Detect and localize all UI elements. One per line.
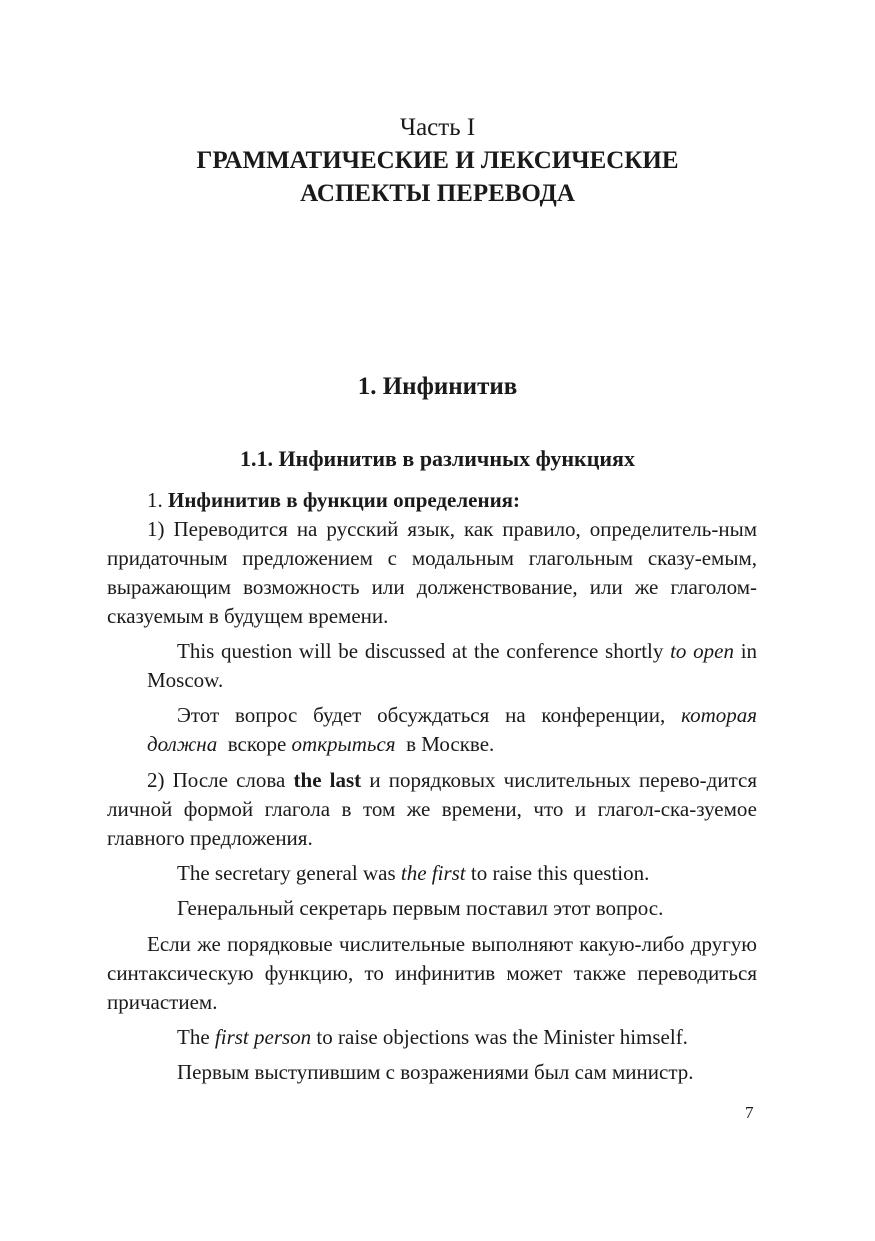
section-title: 1.1. Инфинитив в различных функциях (240, 446, 635, 471)
item-1-heading (107, 486, 757, 515)
example-3-ru: Первым выступившим с возражениями был сам министр. (177, 1060, 694, 1084)
example-2-en-italic: the first (400, 861, 466, 885)
example-2-en: The secretary general was the first to raise this question. (177, 861, 650, 885)
example-1-en: This question will be discussed at the conference shortly to open in Moscow. (147, 639, 758, 692)
item-1-number: 1. (147, 488, 163, 512)
chapter-title: 1. Инфинитив (357, 373, 518, 400)
rule-2-bold: the last (293, 768, 362, 792)
rule-2-paragraph: 2) После слова the last и порядковых числительных перево-дится личной формой глагола в том же времени, что и глагол-ска-зуемое главного предложения. (107, 768, 758, 850)
part-label: Часть I (399, 114, 476, 141)
example-1-ru-italic-2: открыться (291, 732, 396, 756)
example-2-ru: Генеральный секретарь первым поставил этот вопрос. (177, 896, 664, 920)
example-3-en: The first person to raise objections was the Minister himself. (177, 1025, 688, 1049)
example-3-en-italic: first person (214, 1025, 312, 1049)
part-title-line-1: ГРАММАТИЧЕСКИЕ И ЛЕКСИЧЕСКИЕ (196, 147, 679, 174)
example-1-ru-italic-1: которая должна (147, 703, 758, 756)
rule-1-paragraph: 1) Переводится на русский язык, как правило, определитель-ным придаточным предложением с модальным глагольным сказу-емым, выражающим возможность или долженствование, или же глаголом-сказуемым в будущем времени. (107, 517, 757, 628)
example-1-en-italic: to open (670, 639, 734, 663)
rule-3-paragraph: Если же порядковые числительные выполняют какую-либо другую синтаксическую функцию, то инфинитив может также переводиться причастием. (107, 932, 757, 1014)
page-number: 7 (745, 1103, 754, 1122)
part-title-line-2: АСПЕКТЫ ПЕРЕВОДА (300, 180, 575, 207)
part-title (0, 144, 875, 210)
item-1-title: Инфинитив в функции определения: (168, 488, 521, 512)
body-text (107, 486, 757, 1087)
example-1-ru: Этот вопрос будет обсуждаться на конференции, которая должна вскоре открыться в Москве. (147, 703, 758, 756)
